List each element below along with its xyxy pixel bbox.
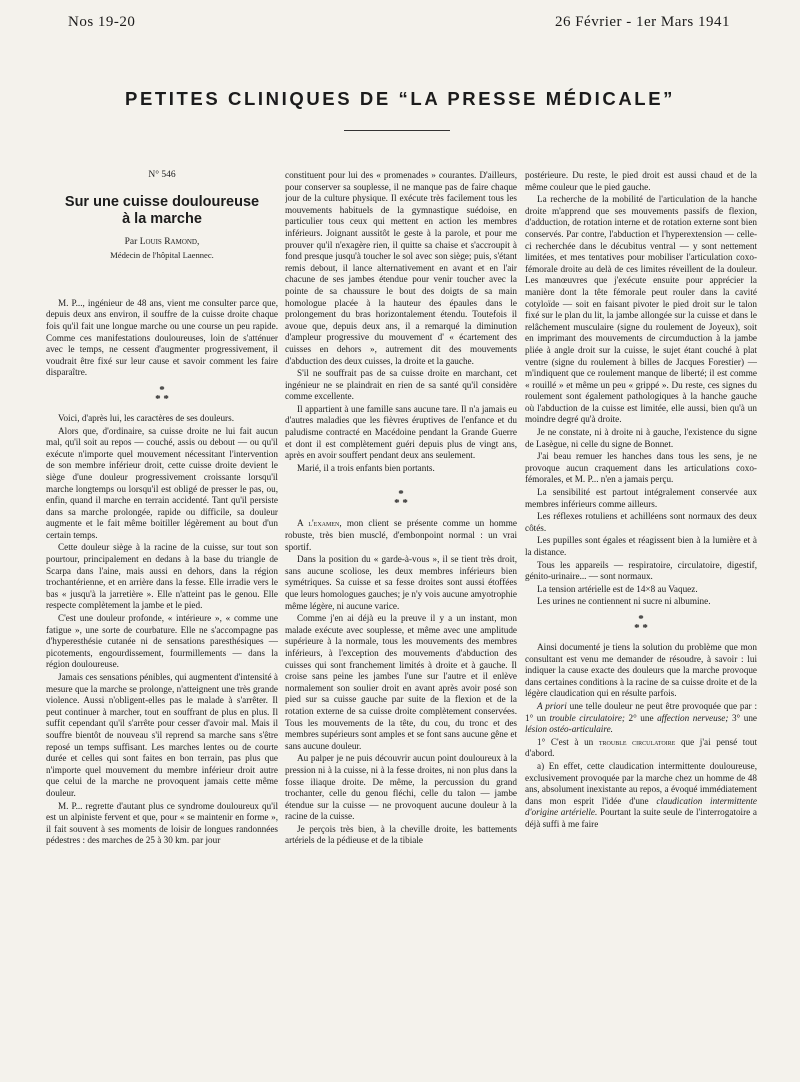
paragraph: Comme j'en ai déjà eu la preuve il y a un instant, mon malade exécute avec souplesse, et même avec une amplitude supérieure à la normale, tous les mouvements des membres inférieurs, à l'exception des mouvements d'abduction des cuisses qui sont franchement limités à droite et à gauche. Il croise sans peine les jambes l'une sur l'autre et il enlève normalement son soulier droit en avant après avoir posé son pied sur sa cuisse gauche par suite de la flexion et de la rotation externe de sa cuisse droite complètement conservées. Tous les mouvements de la tête, du cou, du tronc et des membres supérieurs sont amples et se font sans aucune gêne et sans aucune douleur. bbox=[285, 613, 517, 751]
paragraph: Les réflexes rotuliens et achilléens sont normaux des deux côtés. bbox=[525, 511, 757, 533]
paragraph: Je ne constate, ni à droite ni à gauche, l'existence du signe de Lasègue, ni celle du signe de Bonnet. bbox=[525, 427, 757, 449]
column-2 bbox=[285, 170, 517, 1070]
paragraph-text: a) En effet, cette claudication intermittente douloureuse, exclusivement provoquée par la marche chez un homme de 48 ans, absolument inexistante au repos, a évoqué immédiatement dans mon esprit l'idée d'une bbox=[525, 760, 757, 806]
article-title-line-2: à la marche bbox=[122, 210, 202, 227]
paragraph-text: 2° une bbox=[628, 712, 654, 723]
paragraph bbox=[525, 737, 757, 760]
paragraph: La recherche de la mobilité de l'articulation de la hanche droite m'apprend que ses mouvements passifs de flexion, d'adduction, de rotation interne et de rotation externe sont bien conservés. Par contre, l'abduction et l'hyperextension — celle-ci recherchée dans le décubitus ventral — y sont nettement limitées, et mes tentatives pour mobiliser l'articulation coxo-fémorale droite au delà de ces limites réveillent de la douleur. Les manœuvres que j'exécute ensuite pour apprécier la manière dont la tête fémorale peut rouler dans la cavité cotyloïde — soit en faisant pivoter le pied droit sur le talon fixé sur le plan du lit, la jambe allongée sur la cuisse et dans le relâchement musculaire (signe du roulement de Joyeux), soit en imprimant des mouvements de circumduction à la jambe pliée à angle droit sur la cuisse, le sujet étant couché à plat ventre (signe du roulement à billes de Jacques Forestier) — m'indiquent que ce roulement manque de liberté; il est comme « rouillé » et même un peu « grippé ». Du reste, ces signes du roulement sont également pathologiques à la hanche gauche où l'abduction de la cuisse est limitée, elle aussi, bien qu'à un moindre degré qu'à droite. bbox=[525, 194, 757, 425]
paragraph: Alors que, d'ordinaire, sa cuisse droite ne lui fait aucun mal, qu'il soit au repos — couché, assis ou debout — ou qu'il exécute n'importe quel mouvement nécessitant l'intervention de son membre inférieur droit, cette cuisse droite devient le siège d'une douleur progressivement croissante lorsqu'il marche longtemps ou lorsqu'il est obligé de presser le pas, ou, enfin, quand il marche en terrain accidenté. Tant qu'il persiste dans sa marche prolongée, rapide ou difficile, sa douleur augmente et le fait même boitiller légèrement au bout d'un certain temps. bbox=[46, 425, 278, 540]
byline bbox=[46, 237, 278, 249]
paragraph: C'est une douleur profonde, « intérieure », « comme une fatigue », une sorte de courbature. Elle ne s'accompagne pas d'hyperesthésie cutanée ni de sensations paresthésiques — picotements, engourdissement, fourmillements — dans la région douloureuse. bbox=[46, 613, 278, 670]
issue-date: 26 Février - 1er Mars 1941 bbox=[554, 14, 730, 30]
paragraph: S'il ne souffrait pas de sa cuisse droite en marchant, cet ingénieur ne se plaindrait en rien de sa santé qu'il considère comme excellente. bbox=[285, 368, 517, 402]
column-3 bbox=[525, 170, 757, 1070]
byline-prefix: Par bbox=[124, 236, 138, 247]
paragraph: La sensibilité est partout intégralement conservée aux membres inférieurs comme ailleurs. bbox=[525, 487, 757, 509]
paragraph-text: une telle douleur ne peut être provoquée que par : 1° un bbox=[525, 700, 757, 723]
paragraph: Au palper je ne puis découvrir aucun point douloureux à la pression ni à la cuisse, ni à la fesse droites, ni non plus dans la fosse iliaque droite. De même, la percussion du grand trochanter, celle du genou fléchi, celle du talon — jambe étendue sur la cuisse — ne provoquent aucune douleur à la racine de la cuisse. bbox=[285, 753, 517, 822]
paragraph bbox=[525, 701, 757, 736]
small-caps-term: trouble circulatoire bbox=[598, 736, 676, 747]
paragraph-text: mon client se présente comme un homme robuste, très bien musclé, d'embonpoint normal : un vrai sportif. bbox=[285, 518, 517, 552]
paragraph: Tous les appareils — respiratoire, circulatoire, digestif, génito-urinaire... — sont normaux. bbox=[525, 559, 757, 582]
paragraph-lead: A l'examen, bbox=[297, 518, 342, 529]
paragraph: J'ai beau remuer les hanches dans tous les sens, je ne provoque aucun craquement dans les articulations coxo-fémorales, et M. P... n'en a jamais perçu. bbox=[525, 451, 757, 485]
italic-lead: A priori bbox=[537, 700, 567, 711]
italic-term: lésion ostéo-articulaire. bbox=[525, 724, 613, 735]
paragraph-text: Pourtant la suite seule de l'interrogatoire a déjà suffi à me faire bbox=[525, 807, 757, 829]
paragraph: Voici, d'après lui, les caractères de ses douleurs. bbox=[58, 412, 234, 423]
article-title-line-1: Sur une cuisse douloureuse bbox=[64, 193, 260, 210]
paragraph: M. P... regrette d'autant plus ce syndrome douloureux qu'il est un alpiniste fervent et que, pour « se maintenir en forme », il fait souvent à ses moments de loisir de longues randonnées pédestres : des marches de 25 à 30 km. par jour bbox=[46, 800, 278, 846]
paragraph-text: 1° C'est à un bbox=[537, 736, 594, 747]
paragraph bbox=[525, 761, 757, 831]
paragraph: Cette douleur siège à la racine de la cuisse, sur tout son pourtour, principalement en dedans à la base du triangle de Scarpa dans l'aine, mais aussi en dehors, dans la région trochantérienne, et en arrière dans la fesse. Elle irradie vers le bas « jusqu'à la jarretière ». Elle n'atteint pas le genou. Elle respecte complètement la jambe et le pied. bbox=[46, 542, 278, 611]
paragraph: M. P..., ingénieur de 48 ans, vient me consulter parce que, depuis deux ans environ, il souffre de la cuisse droite chaque fois qu'il fait une longue marche ou une course un peu rapide. Comme ces manifestations douloureuses, loin de s'atténuer avec le temps, ne cessent d'augmenter progressivement, il voudrait être fixé sur leur cause et savoir comment les faire disparaître. bbox=[46, 297, 278, 378]
column-1 bbox=[46, 170, 278, 1070]
title-rule bbox=[344, 130, 450, 131]
paragraph: Marié, il a trois enfants bien portants. bbox=[297, 462, 435, 473]
author-affiliation: Médecin de l'hôpital Laennec. bbox=[110, 250, 214, 261]
paragraph: Les urines ne contiennent ni sucre ni albumine. bbox=[537, 596, 711, 607]
paragraph: La tension artérielle est de 14×8 au Vaquez. bbox=[537, 583, 698, 594]
paragraph: Ainsi documenté je tiens la solution du problème que mon consultant est venu me demander de résoudre, à savoir : lui indiquer la cause exacte des douleurs que la marche provoque dans certaines conditions à la racine de sa cuisse droite et de la légère claudication qui en résulte parfois. bbox=[525, 641, 757, 699]
paragraph: Il appartient à une famille sans aucune tare. Il n'a jamais eu d'autres maladies que les fièvres éruptives de l'enfance et du paludisme contracté en Macédoine pendant la Grande Guerre et dont il est complètement guéri depuis plus de vingt ans, après en avoir souffert pendant deux ans seulement. bbox=[285, 403, 517, 461]
paragraph: Je perçois très bien, à la cheville droite, les battements artériels de la pédieuse et de la tibiale bbox=[285, 823, 517, 846]
italic-term: affection nerveuse; bbox=[657, 712, 729, 723]
article-number: N° 546 bbox=[148, 170, 176, 180]
issue-number: Nos 19-20 bbox=[68, 14, 136, 30]
paragraph-text: 3° une bbox=[731, 712, 757, 723]
article-title bbox=[46, 194, 278, 228]
section-separator: * * * bbox=[155, 383, 169, 405]
section-separator: * * * bbox=[634, 612, 648, 634]
paragraph: Jamais ces sensations pénibles, qui augmentent d'intensité à mesure que la marche se prolonge, n'atteignent une très grande violence. Aussi n'obligent-elles pas le malade à s'arrêter. Il peut continuer à marcher, tout en souffrant de plus en plus. Il suffit cependant qu'il s'arrête pour cesser d'avoir mal. Mais il souffre bientôt de nouveau s'il reprend sa marche sans s'être reposé un temps suffisant. Les marches lentes ou de courte durée et celles qui sont faites en bon terrain, pas plus que n'importe quel mouvement du membre inférieur droit autre que celui de la marche ne provoquent jamais cette même douleur. bbox=[46, 672, 278, 798]
author-name: Louis Ramond, bbox=[139, 236, 200, 247]
paragraph: Les pupilles sont égales et réagissent bien à la lumière et à la distance. bbox=[525, 535, 757, 557]
italic-term: claudication intermittente d'origine artérielle. bbox=[525, 795, 757, 818]
italic-term: trouble circulatoire; bbox=[549, 712, 625, 723]
paragraph bbox=[285, 518, 517, 553]
section-separator: * * * bbox=[394, 488, 408, 510]
paragraph: Dans la position du « garde-à-vous », il se tient très droit, sans aucune scoliose, les deux membres inférieurs bien symétriques. Sa cuisse et sa fesse droites sont aussi étoffées que leurs homologues gauches; je n'y vois aucune amyotrophie même légère, ni aucune varice. bbox=[285, 554, 517, 611]
paragraph: constituent pour lui des « promenades » courantes. D'ailleurs, pour conserver sa souplesse, il ne manque pas de faire chaque jour de la culture physique. Il exécute très facilement tous les mouvements habituels de la gymnastique suédoise, en particulier tous ceux qui mettent en action les membres inférieurs. Joignant aussitôt le geste à la parole, et pour me prouver qu'il n'exagère rien, il quitte sa chaise et s'accroupit à fond presque jusqu'à toucher le sol avec son siège; puis, s'étant remis debout, il lance alternativement en avant et en l'air chacune de ses jambes étendue pour venir toucher avec la pointe de sa chaussure le bout des doigts de sa main homologue placée à la hauteur des épaules dans le prolongement du bras horizontalement étendu. Toutefois il avoue que, depuis deux ans, il a remarqué la diminution d'ampleur progressive du mouvement d' « écartement des cuisses en dehors », autrement dit des mouvements d'abduction des deux cuisses, la droite et la gauche. bbox=[285, 170, 517, 366]
journal-title: PETITES CLINIQUES DE “LA PRESSE MÉDICALE” bbox=[125, 88, 675, 109]
paragraph-text: que j'ai pensé tout d'abord. bbox=[525, 736, 757, 759]
paragraph: postérieure. Du reste, le pied droit est aussi chaud et de la même couleur que le pied gauche. bbox=[525, 170, 757, 192]
